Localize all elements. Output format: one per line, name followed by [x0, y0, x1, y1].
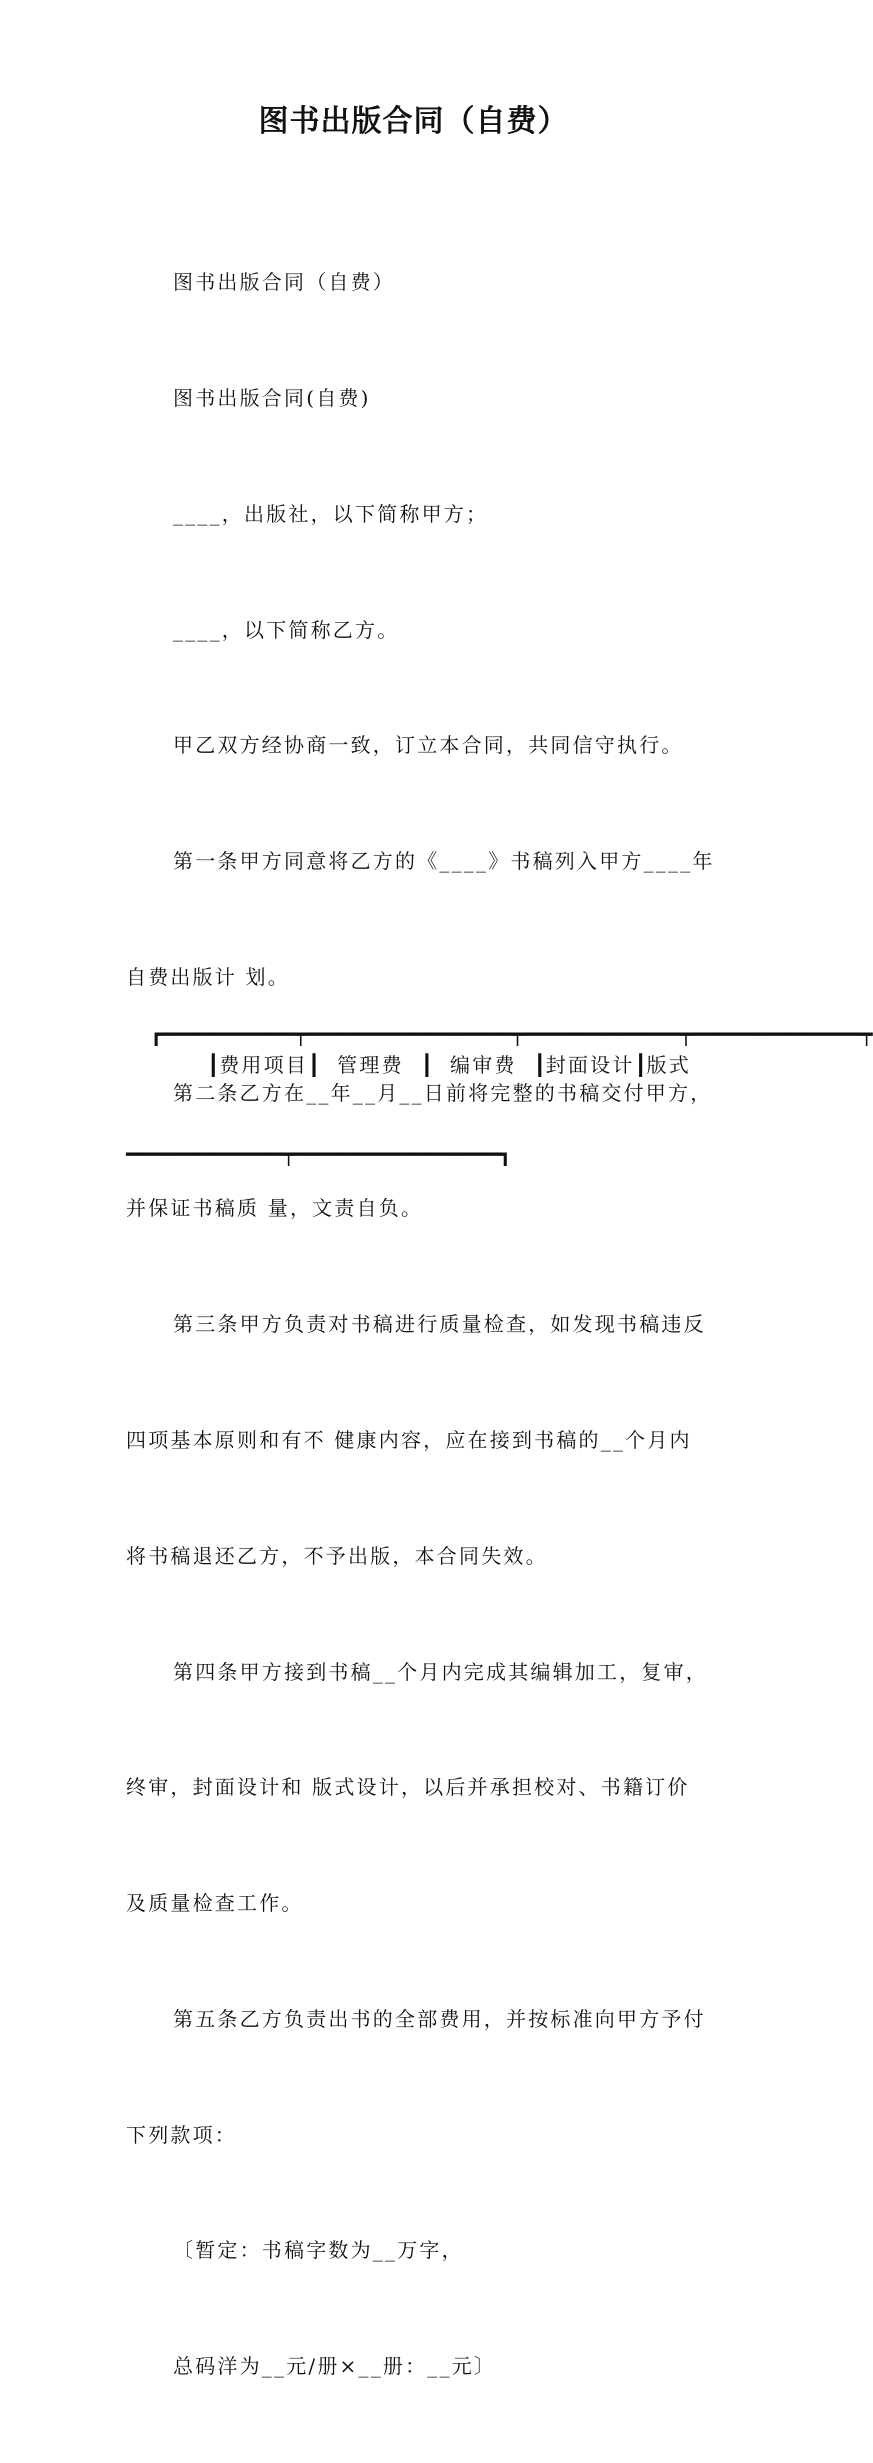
table-header-layout: 版式 [646, 1053, 691, 1077]
table-header-editing-fee: 编审费 [450, 1053, 517, 1077]
body-line: ____，以下简称乙方。 [173, 617, 400, 642]
body-line: 〔暂定：书稿字数为__万字， [173, 2238, 464, 2263]
body-line: 第三条甲方负责对书稿进行质量检查，如发现书稿违反 [173, 1312, 706, 1337]
body-line: 并保证书稿质 量，文责自负。 [126, 1196, 424, 1221]
body-line: 第五条乙方负责出书的全部费用，并按标准向甲方予付 [173, 2006, 706, 2031]
table-cell-border: ┃ [634, 1053, 649, 1077]
body-line: 第四条甲方接到书稿__个月内完成其编辑加工，复审， [173, 1659, 708, 1684]
table-header-management-fee: 管理费 [337, 1053, 404, 1077]
table-cell-border: ┃ [207, 1053, 222, 1077]
document-body [126, 186, 873, 2463]
document-title: 图书出版合同（自费） [258, 104, 569, 139]
table-cell-border: ┃ [533, 1053, 549, 1077]
body-line: 及质量检查工作。 [126, 1891, 304, 1916]
body-line: 图书出版合同（自费） [173, 270, 395, 295]
body-line: 自费出版计 划。 [126, 964, 290, 989]
fee-table-header-row [173, 1008, 733, 1122]
body-line: 四项基本原则和有不 健康内容，应在接到书稿的__个月内 [126, 1428, 692, 1452]
body-line: ____，出版社，以下简称甲方； [173, 501, 489, 526]
table-cell-border: ┃ [308, 1053, 323, 1077]
body-line: 终审，封面设计和 版式设计，以后并承担校对、书籍订价 [126, 1775, 690, 1800]
body-line: 第二条乙方在__年__月__日前将完整的书稿交付甲方， [173, 1080, 713, 1105]
table-header-fee-item: 费用项目 [219, 1053, 309, 1077]
table-cell-border: ┃ [420, 1053, 436, 1077]
fee-table-bottom-border: ━━━━━━━━━━━━━┯━━━━━━━━━━━━━━━━━┓ [126, 1142, 512, 1166]
fee-table-top-border: ┏━━━━━━━━━━━┯━━━━━━━━━━━━━━━━━┯━━━━━━━━━━━━━┯━━━━━━━━━━━━━━┯ [126, 1022, 873, 1046]
body-line: 图书出版合同(自费) [173, 385, 371, 410]
table-header-cover-design: 封面设计 [545, 1053, 635, 1077]
body-line: 下列款项： [126, 2122, 237, 2147]
body-line: 第一条甲方同意将乙方的《____》书稿列入甲方____年 [173, 849, 715, 874]
body-line: 将书稿退还乙方，不予出版，本合同失效。 [126, 1543, 548, 1568]
body-line: 总码洋为__元/册×__册：__元〕 [173, 2354, 497, 2379]
body-line: 甲乙双方经协商一致，订立本合同，共同信守执行。 [173, 733, 684, 758]
